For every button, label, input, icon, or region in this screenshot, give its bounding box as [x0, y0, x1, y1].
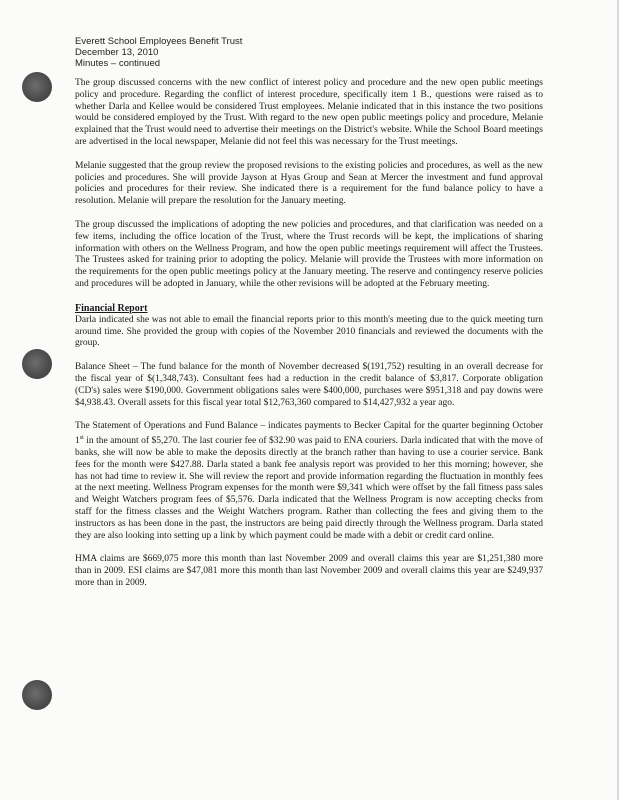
paragraph-balance-sheet: Balance Sheet – The fund balance for the month of November decreased $(191,752) resulting in an overall decrease for the fiscal year of $(1,348,743). Consultant fees had a reduction in the credit balance of $3,817. Corporate obligation (CD's) sales were $190,000. Government obligations sales were $400,000, purchases were $951,318 and pay downs were $4,938.43. Overall assets for this fiscal year total $12,763,360 compared to $14,427,932 a year ago.	[75, 362, 543, 408]
financial-report-heading: Financial Report	[75, 302, 148, 314]
paragraph-statement-operations	[75, 421, 543, 542]
punch-hole	[22, 72, 52, 102]
paragraph-implications: The group discussed the implications of adopting the new policies and procedures, and that clarification was needed on a few items, including the office location of the Trust, where the Trust records will be kept, the implications of sharing information with others on the Wellness Program, and how the open public meetings requirement will affect the Trustees. The Trustees asked for training prior to adopting the policy. Melanie will provide the Trustees with more information on the requirements for the open public meetings policy at the January meeting. The reserve and contingency reserve policies and procedures will be adopted in January, while the other revisions will be adopted at the February meeting.	[75, 219, 543, 289]
punch-hole	[22, 349, 52, 379]
ordinal-superscript: st	[79, 435, 84, 442]
paragraph-financial-intro: Darla indicated she was not able to email the financial reports prior to this month's meeting due to the quick meeting turn around time. She provided the group with copies of the November 2010 financials and reviewed the documents with the group.	[75, 314, 543, 349]
statement-text-start: The Statement of Operations and Fund Balance – indicates payments to Becker Capital for the quarter beginning October 1	[75, 421, 543, 447]
paragraph-claims: HMA claims are $669,075 more this month than last November 2009 and overall claims this year are $1,251,380 more than in 2009. ESI claims are $47,081 more this month than last November 2009 and overall claims this year are $249,937 more than in 2009.	[75, 554, 543, 589]
punch-hole	[22, 680, 52, 710]
header-date: December 13, 2010	[75, 47, 159, 58]
paragraph-policy-concerns: The group discussed concerns with the new conflict of interest policy and procedure and the new open public meetings policy and procedure. Regarding the conflict of interest procedure, specifically item 1 B., questions were raised as to whether Darla and Kellee would be considered Trust employees. Melanie indicated that in this instance the two positions would be considered employed by the Trust. With regard to the new open public meetings policy and procedure, Melanie explained that the Trust would need to advertise their meetings on the District's website. While the School Board meetings are advertised in the local newspaper, Melanie did not feel this was necessary for the Trust meetings.	[75, 78, 543, 147]
header-org: Everett School Employees Benefit Trust	[75, 36, 243, 47]
paragraph-policy-review: Melanie suggested that the group review the proposed revisions to the existing policies and procedures, as well as the new policies and procedures. She will provide Jayson at Hyas Group and Sean at Mercer the investment and fund approval policies and procedures for their review. She indicated there is a requirement for the fund balance policy to have a resolution. Melanie will prepare the resolution for the January meeting.	[75, 160, 543, 207]
header-continued: Minutes – continued	[75, 58, 161, 69]
document-header	[75, 36, 242, 69]
document-body	[75, 78, 543, 602]
statement-text-end: in the amount of $5,270. The last courier fee of $32.90 was paid to ENA couriers. Darla indicated that with the move of banks, she will now be able to make the deposits directly at the branch rather than having to use a courier service. Bank fees for the month were $427.88. Darla stated a bank fee analysis report was provided to her this morning; however, she has not had time to review it. She will review the report and provide information regarding the fluctuation in monthly fees at the next meeting. Wellness Program expenses for the month were $9,341 which were offset by the fall fitness pass sales and Weight Watchers program fees of $5,576. Darla indicated that the Wellness Program is now accepting checks from staff for the fitness classes and the Weight Watchers program. Rather than collecting the fees and giving them to the instructors as has been done in the past, the instructors are being paid directly through the Wellness program. Darla stated they are also looking into setting up a link by which payment could be made with a debit or credit card online.	[75, 436, 543, 541]
